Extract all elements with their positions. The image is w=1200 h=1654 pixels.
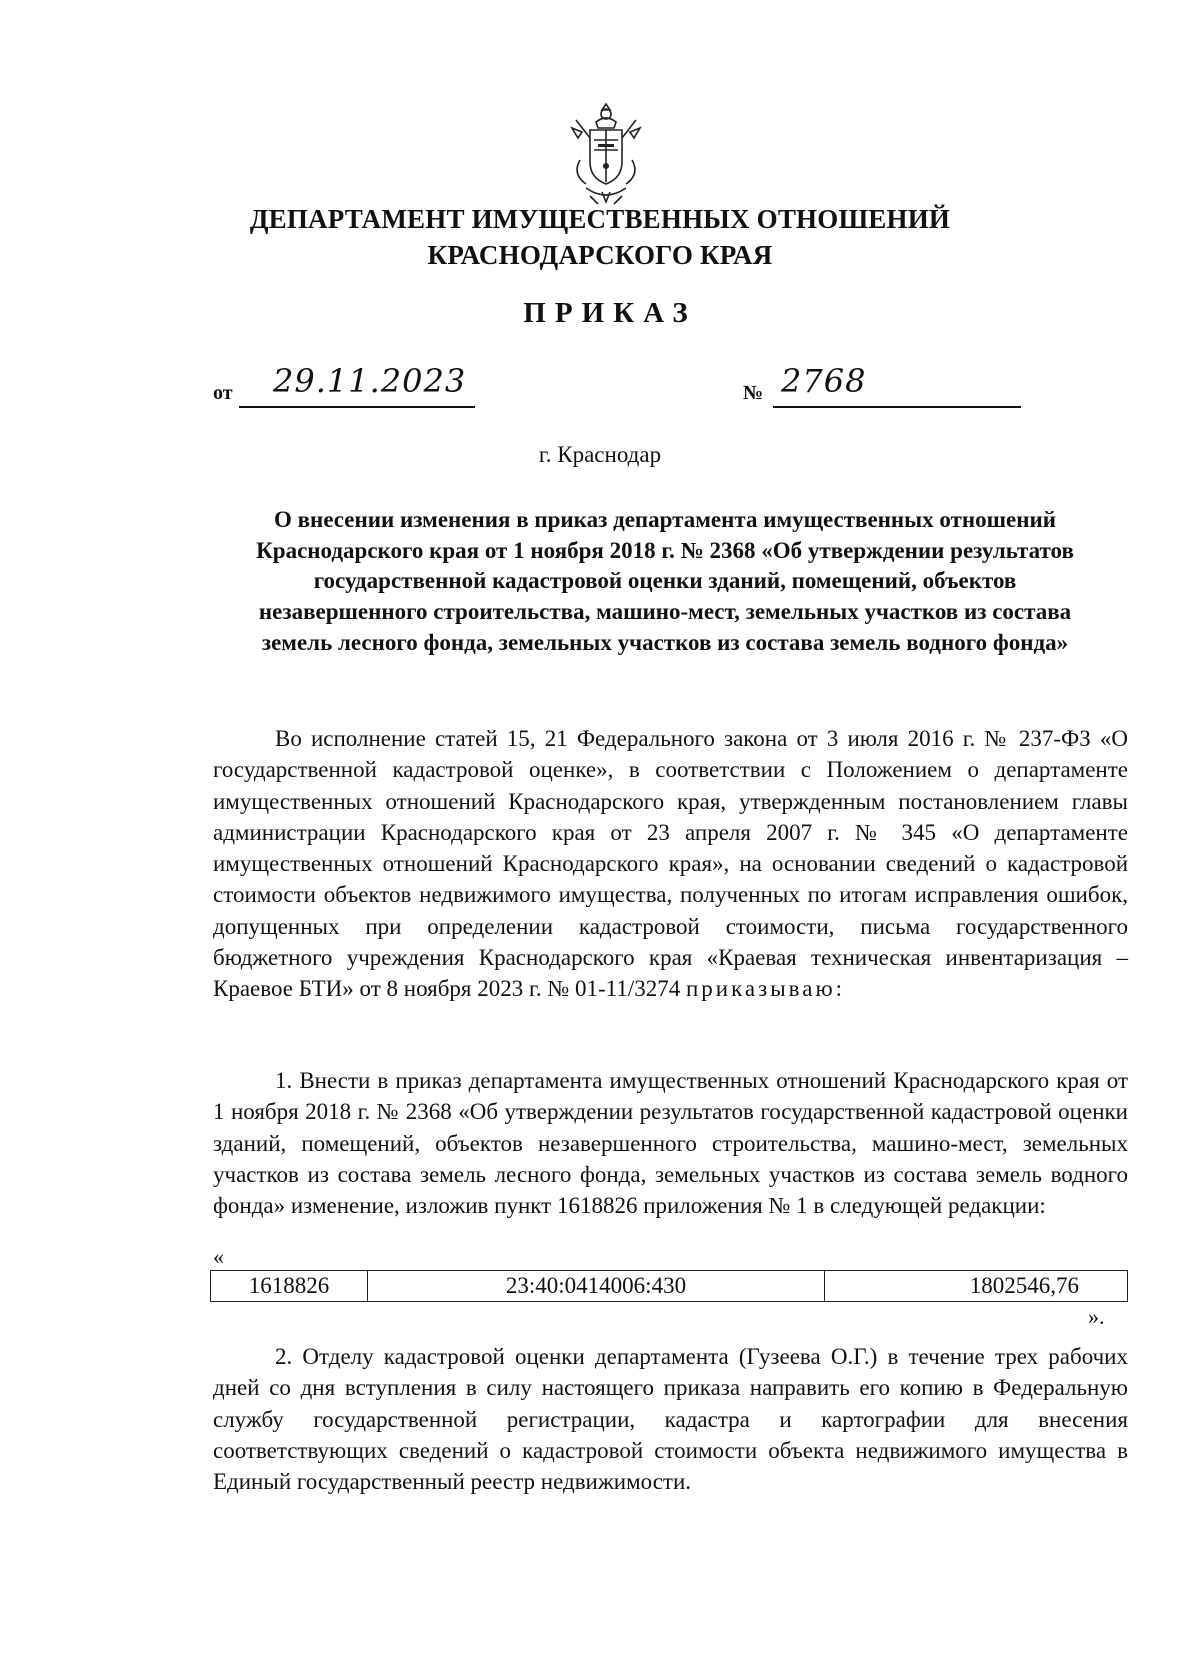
order-date-number-row — [213, 362, 1023, 410]
coat-of-arms-icon — [566, 100, 646, 210]
date-underline — [239, 406, 475, 408]
paragraph-item-2: 2. Отделу кадастровой оценки департамента (Гузеева О.Г.) в течение трех рабочих дней со дня вступления в силу настоящего приказа направить его копию в Федеральную службу государственной регистрации, кадастра и картографии для внесения соответствующих сведений о кадастровой стоимости объекта недвижимого имущества в Единый государственный реестр недвижимости. — [213, 1344, 1128, 1495]
order-date: 29.11.2023 — [273, 362, 467, 400]
paragraph-preamble — [213, 723, 1128, 1005]
order-title: О внесении изменения в приказ департамента имущественных отношений Краснодарского края от 1 ноября 2018 г. № 2368 «Об утверждении результатов государственной кадастровой оценки зданий, помещений, объектов незавершенного строительства, машино-мест, земельных участков из состава земель лесного фонда, земельных участков из состава земель водного фонда» — [256, 507, 1074, 655]
order-number: 2768 — [781, 362, 867, 400]
preamble-text: Во исполнение статей 15, 21 Федерального закона от 3 июля 2016 г. № 237-ФЗ «О государственной кадастровой оценке», в соответствии с Положением о департаменте имущественных отношений Краснодарского края, утвержденным постановлением главы администрации Краснодарского края от 23 апреля 2007 г. № 345 «О департаменте имущественных отношений Краснодарского края», на основании сведений о кадастровой стоимости объектов недвижимого имущества, полученных по итогам исправления ошибок, допущенных при определении кадастровой стоимости, письма государственного бюджетного учреждения Краснодарского края «Краевая техническая инвентаризация – Краевое БТИ» от 8 ноября 2023 г. № 01-11/3274 — [213, 726, 1128, 1002]
order-verb: приказываю: — [685, 976, 846, 1002]
cadastral-number-cell: 23:40:0414006:430 — [368, 1271, 825, 1302]
paragraph-item-1: 1. Внести в приказ департамента имущественных отношений Краснодарского края от 1 ноября 2018 г. № 2368 «Об утверждении результатов государственной кадастровой оценки зданий, помещений, объектов незавершенного строительства, машино-мест, земельных участков из состава земель лесного фонда, земельных участков из состава земель водного фонда» изменение, изложив пункт 1618826 приложения № 1 в следующей редакции: — [213, 1068, 1128, 1219]
city: г. Краснодар — [538, 442, 662, 467]
quote-open: « — [213, 1244, 224, 1269]
document-type: ПРИКАЗ — [523, 297, 697, 329]
quote-close: ». — [1088, 1304, 1105, 1329]
cadastral-value-cell: 1802546,76 — [825, 1271, 1128, 1302]
table-row — [211, 1271, 1128, 1302]
amendment-table — [210, 1270, 1128, 1302]
number-underline — [773, 406, 1021, 408]
number-label: № — [743, 382, 764, 404]
date-label: от — [213, 382, 233, 404]
department-name-line2: КРАСНОДАРСКОГО КРАЯ — [427, 240, 773, 270]
item-number-cell: 1618826 — [211, 1271, 368, 1302]
department-name-line1: ДЕПАРТАМЕНТ ИМУЩЕСТВЕННЫХ ОТНОШЕНИЙ — [249, 204, 951, 234]
